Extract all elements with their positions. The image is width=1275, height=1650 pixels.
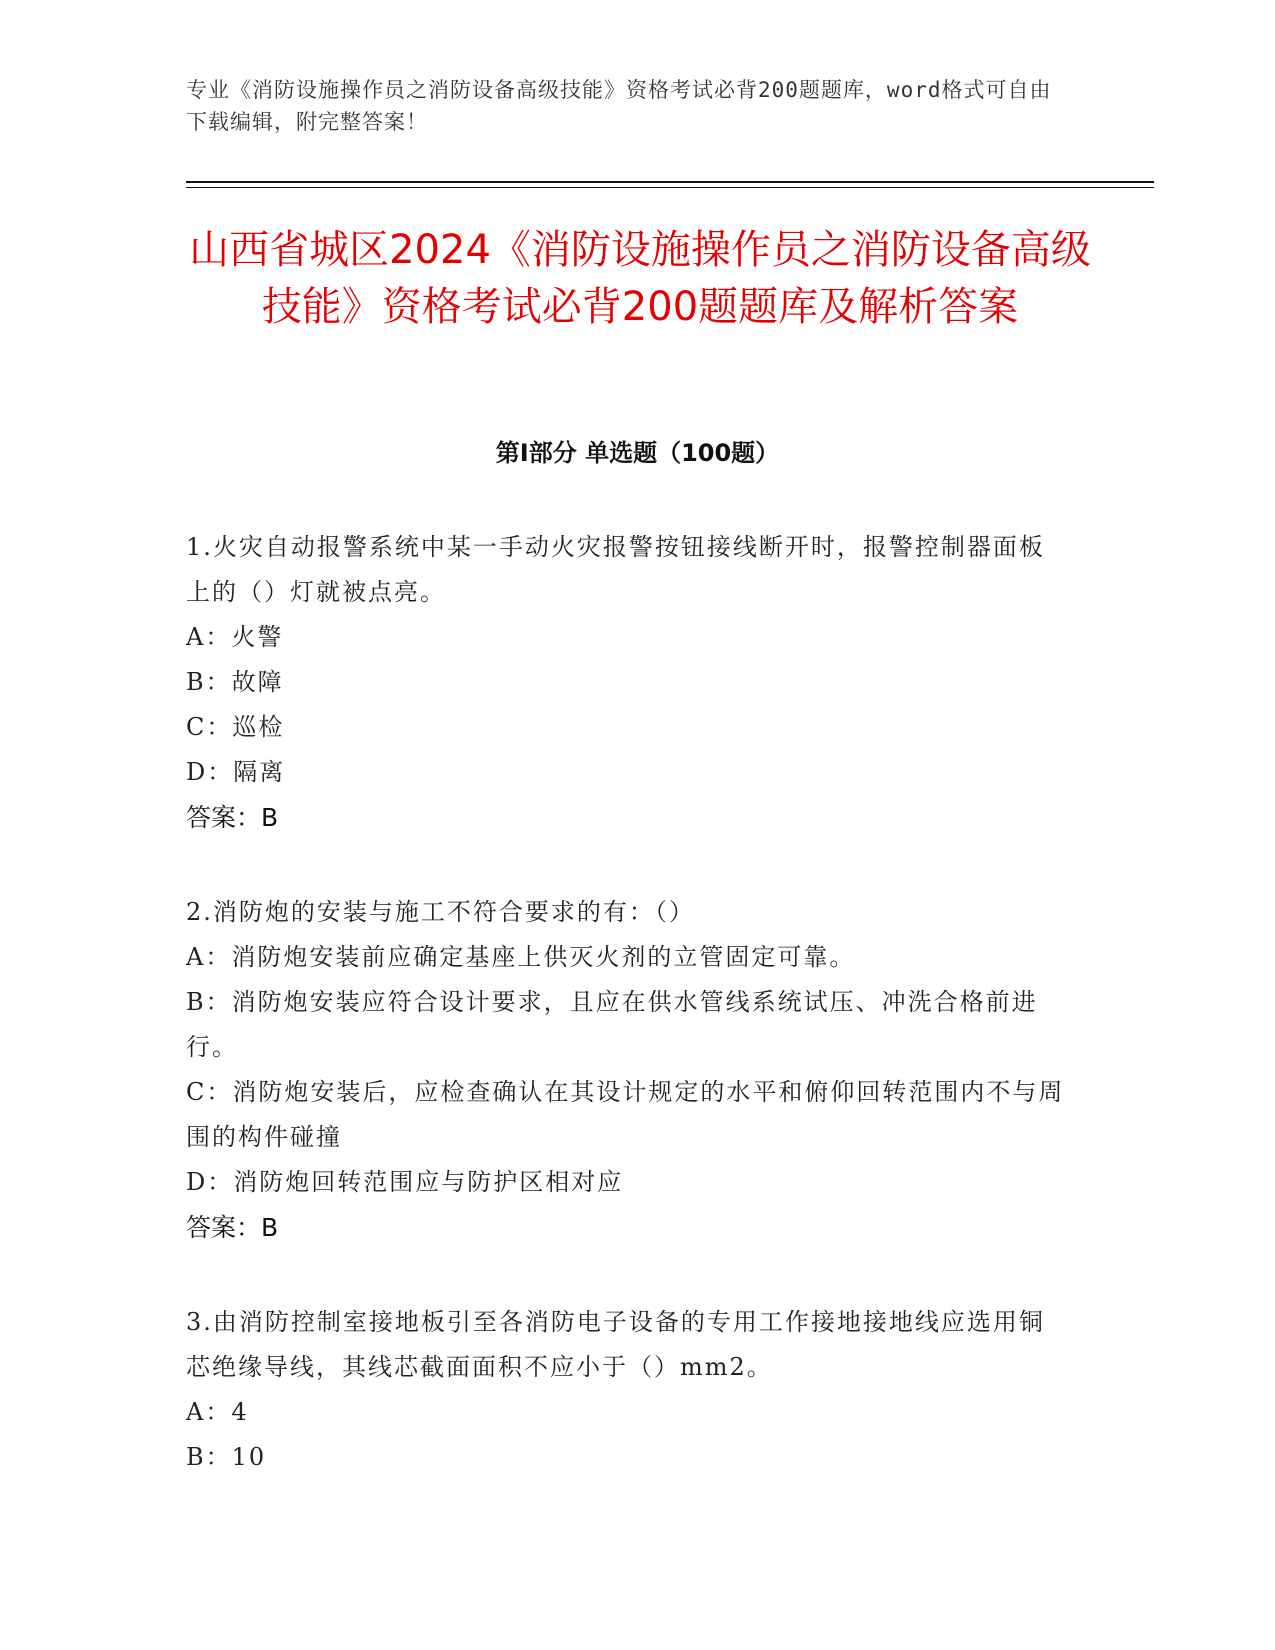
- option-a: A：4: [186, 1398, 249, 1426]
- header-note: 专业《消防设施操作员之消防设备高级技能》资格考试必背200题题库，word格式可自由下载编辑，附完整答案！: [186, 78, 1052, 134]
- option-c: C：消防炮安装后，应检查确认在其设计规定的水平和俯仰回转范围内不与周围的构件碰撞: [186, 1078, 1065, 1151]
- option-a: A：火警: [186, 623, 284, 651]
- document-title: 山西省城区2024《消防设施操作员之消防设备高级技能》资格考试必背200题题库及解析答案: [189, 227, 1091, 330]
- option-a: A：消防炮安装前应确定基座上供灭火剂的立管固定可靠。: [186, 943, 856, 971]
- answer: 答案：B: [186, 803, 279, 832]
- question-2: [186, 890, 1066, 1250]
- header-rule-thick: [186, 181, 1154, 183]
- question-text: 2.消防炮的安装与施工不符合要求的有：（）: [186, 898, 695, 926]
- option-d: D：消防炮回转范围应与防护区相对应: [186, 1168, 624, 1196]
- option-c: C：巡检: [186, 713, 285, 741]
- option-b: B：故障: [186, 668, 284, 696]
- option-b: B：消防炮安装应符合设计要求，且应在供水管线系统试压、冲洗合格前进行。: [186, 988, 1038, 1061]
- section-title: 第Ⅰ部分 单选题（100题）: [495, 439, 780, 467]
- header-rule-thin: [186, 187, 1154, 188]
- option-b: B：10: [186, 1443, 267, 1471]
- question-text: 3.由消防控制室接地板引至各消防电子设备的专用工作接地接地线应选用铜芯绝缘导线，其线芯截面面积不应小于（）mm2。: [186, 1308, 1045, 1381]
- question-1: [186, 525, 1066, 840]
- question-list: [186, 525, 1066, 1530]
- question-text: 1.火灾自动报警系统中某一手动火灾报警按钮接线断开时，报警控制器面板上的（）灯就被点亮。: [186, 533, 1045, 606]
- option-d: D：隔离: [186, 758, 286, 786]
- question-3: [186, 1300, 1066, 1480]
- answer: 答案：B: [186, 1213, 279, 1242]
